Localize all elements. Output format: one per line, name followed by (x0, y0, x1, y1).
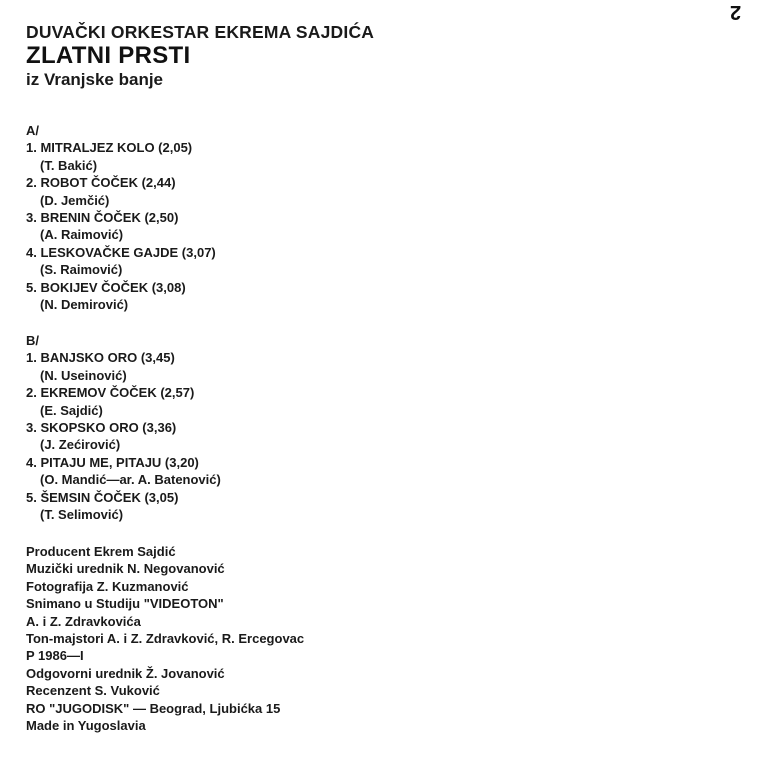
track-composer: (S. Raimović) (40, 262, 123, 278)
track-composer: (N. Demirović) (40, 297, 129, 313)
track-composer: (O. Mandić—ar. A. Batenović) (40, 472, 221, 488)
side-label: B/ (26, 333, 39, 348)
album-subtitle: iz Vranjske banje (26, 70, 164, 89)
track-title: 4. PITAJU ME, PITAJU (3,20) (26, 454, 199, 470)
credit-label-address: RO "JUGODISK" — Beograd, Ljubićka 15 (26, 700, 281, 716)
side-label: A/ (26, 123, 39, 138)
track-title: 4. LESKOVAČKE GAJDE (3,07) (26, 244, 216, 260)
track-title: 2. ROBOT ČOČEK (2,44) (26, 175, 176, 191)
credit-sound-engineers: Ton-majstori A. i Z. Zdravković, R. Ercegovac (26, 631, 305, 647)
credit-studio: Snimano u Studiju "VIDEOTON" (26, 596, 224, 612)
track-composer: (T. Bakić) (40, 157, 98, 173)
page-number: 2 (730, 1, 742, 23)
track-title: 3. BRENIN ČOČEK (2,50) (26, 210, 179, 226)
credit-origin: Made in Yugoslavia (26, 718, 146, 734)
track-title: 1. BANJSKO ORO (3,45) (26, 350, 175, 366)
credit-studio-owners: A. i Z. Zdravkovića (26, 613, 141, 629)
track-title: 2. EKREMOV ČOČEK (2,57) (26, 385, 195, 401)
side-b-tracklist (26, 332, 221, 523)
credits (26, 543, 304, 734)
credit-responsible-editor: Odgovorni urednik Ž. Jovanović (26, 665, 225, 681)
track-title: 3. SKOPSKO ORO (3,36) (26, 420, 177, 436)
album-title: ZLATNI PRSTI (26, 42, 191, 69)
side-a-tracklist (26, 122, 216, 313)
track-title: 5. ŠEMSIN ČOČEK (3,05) (26, 489, 179, 505)
credit-photography: Fotografija Z. Kuzmanović (26, 578, 189, 594)
header (26, 21, 374, 91)
track-composer: (D. Jemčić) (40, 192, 110, 208)
credit-reviewer: Recenzent S. Vuković (26, 683, 160, 699)
track-composer: (J. Zećirović) (40, 437, 121, 453)
track-composer: (E. Sajdić) (40, 402, 103, 418)
track-composer: (A. Raimović) (40, 227, 124, 243)
credit-producer: Producent Ekrem Sajdić (26, 544, 176, 559)
track-composer: (N. Useinović) (40, 367, 127, 383)
credit-music-editor: Muzički urednik N. Negovanović (26, 561, 225, 577)
track-title: 5. BOKIJEV ČOČEK (3,08) (26, 279, 186, 295)
track-composer: (T. Selimović) (40, 507, 124, 523)
credit-copyright: P 1986—I (26, 648, 84, 664)
artist-name: DUVAČKI ORKESTAR EKREMA SAJDIĆA (26, 22, 375, 42)
track-title: 1. MITRALJEZ KOLO (2,05) (26, 140, 193, 156)
